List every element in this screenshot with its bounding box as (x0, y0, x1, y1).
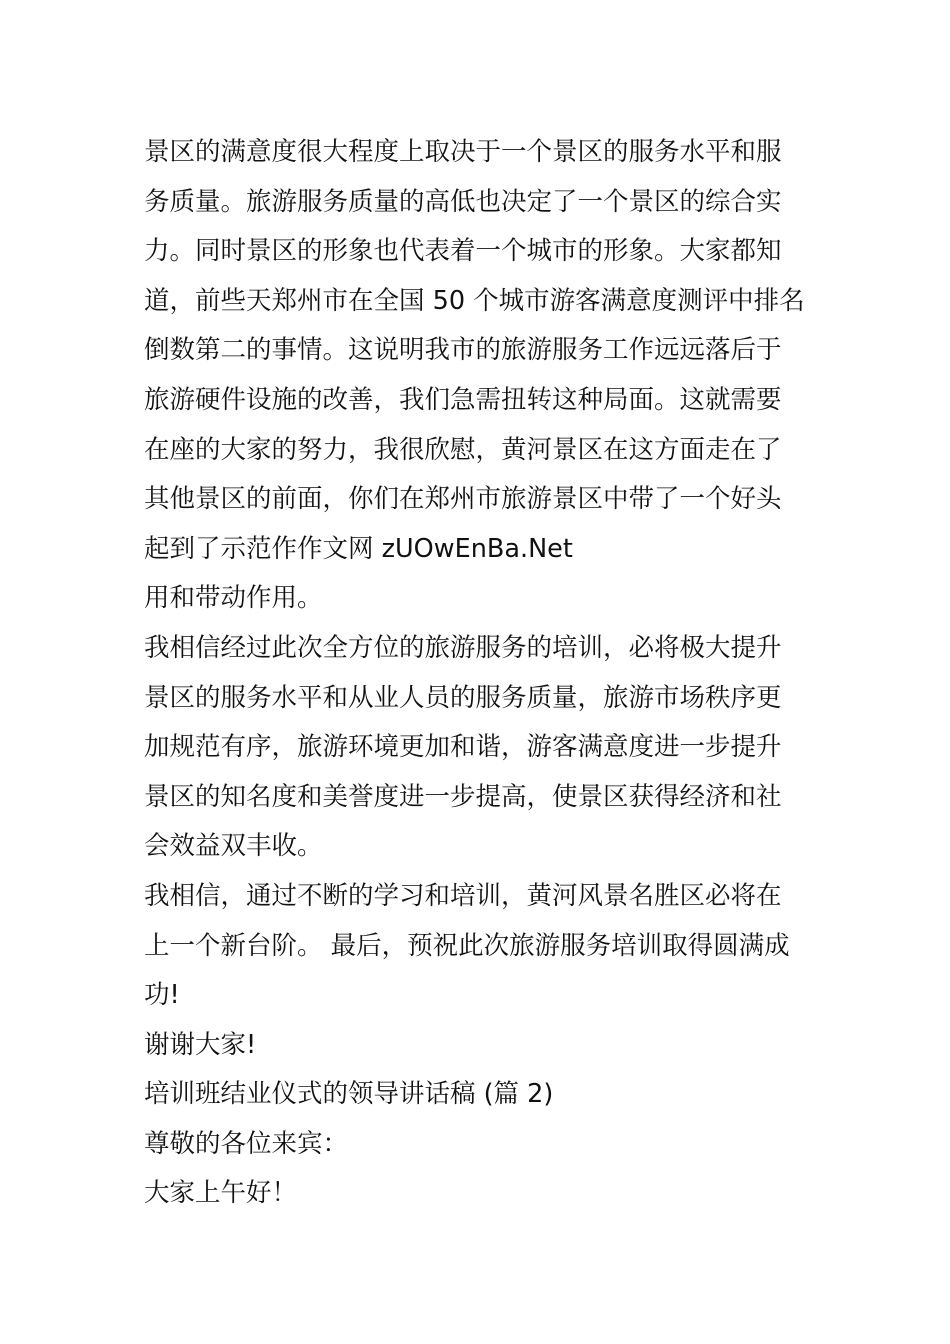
text-line: 会效益双丰收。 (144, 831, 323, 862)
text-line: 我相信，通过不断的学习和培训，黄河风景名胜区必将在 (144, 880, 782, 911)
text-line: 景区的知名度和美誉度进一步提高，使景区获得经济和社 (144, 781, 782, 812)
text-line: 我相信经过此次全方位的旅游服务的培训，必将极大提升 (144, 632, 782, 663)
text-line: 在座的大家的努力，我很欣慰，黄河景区在这方面走在了 (144, 434, 782, 465)
text-line: 务质量。旅游服务质量的高低也决定了一个景区的综合实 (144, 186, 782, 217)
text-line: 其他景区的前面，你们在郑州市旅游景区中带了一个好头 (144, 484, 782, 515)
text-line: 起到了示范作作文网 zUOwEnBa.Net (144, 533, 573, 564)
text-line: 旅游硬件设施的改善，我们急需扭转这种局面。这就需要 (144, 384, 782, 415)
text-line: 谢谢大家! (144, 1029, 257, 1060)
greeting: 大家上午好！ (144, 1178, 298, 1209)
text-line: 功! (144, 980, 180, 1011)
text-line: 上一个新台阶。 最后，预祝此次旅游服务培训取得圆满成 (144, 930, 790, 961)
text-line: 加规范有序，旅游环境更加和谐，游客满意度进一步提升 (144, 732, 782, 763)
text-line: 用和带动作用。 (144, 583, 323, 614)
section-heading: 培训班结业仪式的领导讲话稿 (篇 2) (144, 1079, 554, 1110)
text-line: 景区的满意度很大程度上取决于一个景区的服务水平和服 (144, 137, 782, 167)
text-line: 倒数第二的事情。这说明我市的旅游服务工作远远落后于 (144, 335, 782, 366)
document-body (144, 128, 814, 1219)
text-line: 力。同时景区的形象也代表着一个城市的形象。大家都知 (144, 236, 782, 267)
text-line: 景区的服务水平和从业人员的服务质量，旅游市场秩序更 (144, 682, 782, 713)
salutation: 尊敬的各位来宾： (144, 1128, 349, 1159)
text-line: 道，前些天郑州市在全国 50 个城市游客满意度测评中排名 (144, 285, 805, 316)
